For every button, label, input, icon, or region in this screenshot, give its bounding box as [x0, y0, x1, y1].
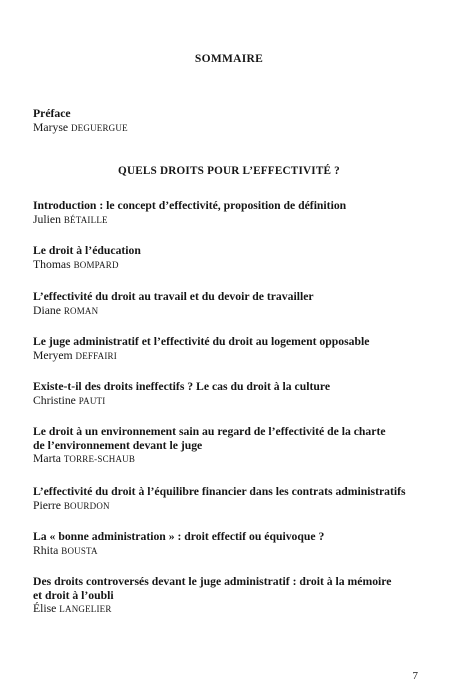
entry-title: Existe-t-il des droits ineffectifs ? Le cas du droit à la culture [33, 380, 331, 393]
preface-entry [33, 107, 425, 135]
toc-entry-6 [33, 425, 425, 467]
toc-entry-2 [33, 244, 425, 272]
page-title: SOMMAIRE [194, 53, 264, 65]
entry-title-line-1: Le droit à un environnement sain au regard de l’effectivité de la charte [33, 425, 386, 438]
entry-author: Marta TORRE-SCHAUB [33, 452, 136, 465]
entry-title-line-2: et droit à l’oubli [33, 588, 114, 602]
entry-title: Le droit à l’éducation [33, 244, 141, 257]
toc-entry-8 [33, 530, 425, 558]
preface-author: Maryse DEGUERGUE [33, 120, 128, 134]
entry-author: Élise LANGELIER [33, 602, 112, 615]
toc-entry-3 [33, 290, 425, 318]
toc-entry-1 [33, 199, 425, 227]
toc-entry-9 [33, 575, 425, 617]
entry-title: L’effectivité du droit au travail et du devoir de travailler [33, 290, 314, 303]
entry-title-line-2: de l’environnement devant le juge [33, 438, 203, 452]
toc-entry-5 [33, 380, 425, 408]
entry-author: Christine PAUTI [33, 393, 106, 407]
entry-author: Diane ROMAN [33, 303, 99, 317]
entry-title-line-1: Des droits controversés devant le juge administratif : droit à la mémoire [33, 575, 392, 588]
entry-author: Pierre BOURDON [33, 498, 110, 512]
entry-title: Le juge administratif et l’effectivité du droit au logement opposable [33, 335, 370, 348]
entry-title: La « bonne administration » : droit effectif ou équivoque ? [33, 530, 325, 543]
entry-author: Rhita BOUSTA [33, 543, 98, 557]
entry-author: Meryem DEFFAIRI [33, 348, 117, 362]
entry-author: Thomas BOMPARD [33, 257, 119, 271]
entry-title: L’effectivité du droit à l’équilibre financier dans les contrats administratifs [33, 485, 406, 498]
entry-title: Introduction : le concept d’effectivité, proposition de définition [33, 199, 347, 212]
entry-author: Julien BÉTAILLE [33, 212, 108, 226]
toc-entry-4 [33, 335, 425, 363]
page-number: 7 [412, 670, 418, 682]
preface-title: Préface [33, 107, 71, 120]
section-title: QUELS DROITS POUR L’EFFECTIVITÉ ? [118, 165, 340, 177]
toc-entry-7 [33, 485, 425, 513]
